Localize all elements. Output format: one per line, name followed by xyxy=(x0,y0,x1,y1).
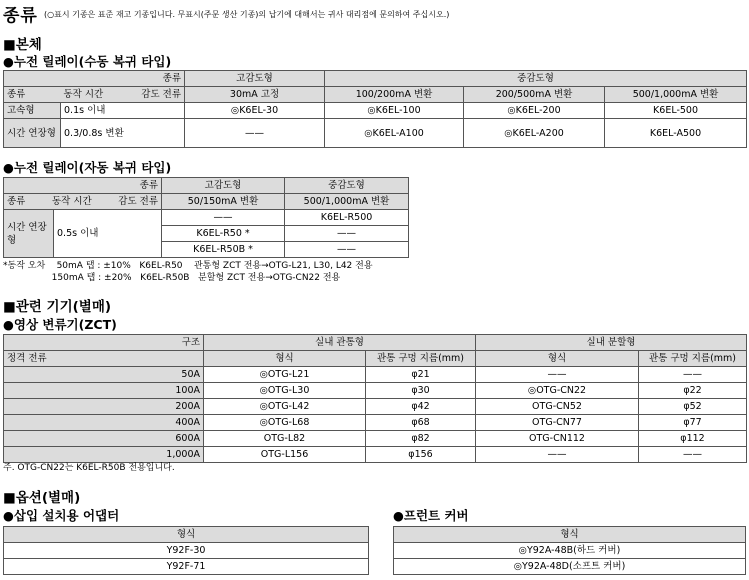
header-model: 형식 xyxy=(476,351,639,367)
table-row xyxy=(4,103,747,119)
table-row xyxy=(4,383,747,399)
header-row-labels xyxy=(4,194,162,210)
cell-model: —— xyxy=(185,119,325,148)
manual-relay-table xyxy=(3,70,747,148)
cell-model: ◎K6EL-30 xyxy=(185,103,325,119)
tolerance-note-1: *동작 오차 50mA 탭 : ±10% K6EL-R50 관통형 ZCT 전용→OTG-L21, L30, L42 전용 xyxy=(3,261,373,271)
header-kind-2: 종류 xyxy=(7,89,26,100)
zct-table xyxy=(3,334,747,463)
cell-rated: 100A xyxy=(4,383,204,399)
table-row xyxy=(4,543,369,559)
cell-rated: 600A xyxy=(4,431,204,447)
table-row xyxy=(4,399,747,415)
cell-diameter: φ22 xyxy=(639,383,747,399)
cell-diameter: φ156 xyxy=(366,447,476,463)
cell-rated: 200A xyxy=(4,399,204,415)
cell-model: OTG-CN77 xyxy=(476,415,639,431)
auto-relay-heading: ●누전 릴레이(자동 복귀 타입) xyxy=(3,160,172,175)
header-100ma: 100/200mA 변환 xyxy=(325,87,464,103)
header-sens-current: 감도 전류 xyxy=(141,89,182,100)
cell-model: —— xyxy=(476,447,639,463)
zct-note: 주. OTG-CN22는 K6EL-R50B 전용입니다. xyxy=(3,463,175,473)
stock-note: (○표시 기종은 표준 재고 기종입니다. 무표시(주문 생산 기종)의 납기에 대해서는 귀사 대리점에 문의하여 주십시오.) xyxy=(44,10,450,19)
cell-diameter: φ77 xyxy=(639,415,747,431)
cell-model: OTG-L82 xyxy=(204,431,366,447)
manual-relay-heading: ●누전 릴레이(수동 복귀 타입) xyxy=(3,54,172,69)
cell-model: K6EL-R500 xyxy=(285,210,409,226)
table-row xyxy=(394,543,746,559)
cell-diameter: φ42 xyxy=(366,399,476,415)
header-model: 형식 xyxy=(204,351,366,367)
table-row xyxy=(4,210,409,226)
header-rated-current: 정격 전류 xyxy=(4,351,204,367)
related-section-heading: ■관련 기기(별매) xyxy=(3,299,112,315)
cell-model: ◎OTG-L30 xyxy=(204,383,366,399)
header-sens-current: 감도 전류 xyxy=(118,196,159,207)
cell-model: ◎K6EL-A100 xyxy=(325,119,464,148)
cell-diameter: φ30 xyxy=(366,383,476,399)
cell-model: OTG-CN52 xyxy=(476,399,639,415)
table-row xyxy=(4,431,747,447)
cell-model: K6EL-R50 * xyxy=(162,226,285,242)
adapter-table xyxy=(3,526,369,575)
cell-model: K6EL-500 xyxy=(605,103,747,119)
header-30ma: 30mA 고정 xyxy=(185,87,325,103)
header-mid-sensitivity: 중감도형 xyxy=(325,71,747,87)
table-row xyxy=(4,559,369,575)
cell-model: ◎OTG-L21 xyxy=(204,367,366,383)
cell-type: 고속형 xyxy=(4,103,61,119)
header-high-sensitivity: 고감도형 xyxy=(185,71,325,87)
cell-model: —— xyxy=(162,210,285,226)
cell-model: ◎K6EL-100 xyxy=(325,103,464,119)
table-row xyxy=(4,415,747,431)
cell-model: ◎OTG-L42 xyxy=(204,399,366,415)
header-kind: 종류 xyxy=(4,178,162,194)
adapter-heading: ●삽입 설치용 어댑터 xyxy=(3,508,120,523)
cell-type: 시간 연장형 xyxy=(4,210,54,258)
cell-model: ◎K6EL-200 xyxy=(464,103,605,119)
cell-model: OTG-CN112 xyxy=(476,431,639,447)
header-op-time: 동작 시간 xyxy=(51,196,92,207)
cell-model: K6EL-R50B * xyxy=(162,242,285,258)
cell-diameter: φ82 xyxy=(366,431,476,447)
header-500ma: 500/1,000mA 변환 xyxy=(605,87,747,103)
cover-heading: ●프런트 커버 xyxy=(393,508,469,523)
cell-rated: 400A xyxy=(4,415,204,431)
header-structure: 구조 xyxy=(4,335,204,351)
header-50ma: 50/150mA 변환 xyxy=(162,194,285,210)
cell-model: —— xyxy=(285,226,409,242)
cell-model: ◎Y92A-48B(하드 커버) xyxy=(394,543,746,559)
header-200ma: 200/500mA 변환 xyxy=(464,87,605,103)
cell-model: K6EL-A500 xyxy=(605,119,747,148)
zct-heading: ●영상 변류기(ZCT) xyxy=(3,317,117,332)
header-split-type: 실내 분할형 xyxy=(476,335,747,351)
header-model: 형식 xyxy=(4,527,369,543)
cover-table xyxy=(393,526,746,575)
header-row-labels xyxy=(4,87,185,103)
cell-model: Y92F-30 xyxy=(4,543,369,559)
cell-model: —— xyxy=(285,242,409,258)
header-hole-diameter: 관통 구멍 지름(mm) xyxy=(639,351,747,367)
cell-diameter: —— xyxy=(639,447,747,463)
header-op-time: 동작 시간 xyxy=(63,89,104,100)
table-row xyxy=(4,119,747,148)
cell-time: 0.1s 이내 xyxy=(61,103,185,119)
option-section-heading: ■옵션(별매) xyxy=(3,490,81,506)
cell-model: ◎K6EL-A200 xyxy=(464,119,605,148)
cell-model: ◎OTG-CN22 xyxy=(476,383,639,399)
tolerance-note-2: 150mA 탭 : ±20% K6EL-R50B 분할형 ZCT 전용→OTG-CN22 전용 xyxy=(3,273,341,283)
header-kind: 종류 xyxy=(4,71,185,87)
cell-time: 0.3/0.8s 변환 xyxy=(61,119,185,148)
header-model: 형식 xyxy=(394,527,746,543)
page-title: 종류 xyxy=(3,6,38,26)
header-kind-2: 종류 xyxy=(7,196,26,207)
cell-diameter: φ68 xyxy=(366,415,476,431)
header-500ma: 500/1,000mA 변환 xyxy=(285,194,409,210)
header-through-type: 실내 관통형 xyxy=(204,335,476,351)
auto-relay-table xyxy=(3,177,409,258)
table-row xyxy=(4,367,747,383)
table-row xyxy=(394,559,746,575)
cell-diameter: φ52 xyxy=(639,399,747,415)
cell-model: ◎Y92A-48D(소프트 커버) xyxy=(394,559,746,575)
header-mid-sensitivity: 중감도형 xyxy=(285,178,409,194)
cell-diameter: φ21 xyxy=(366,367,476,383)
cell-model: OTG-L156 xyxy=(204,447,366,463)
cell-rated: 50A xyxy=(4,367,204,383)
cell-model: Y92F-71 xyxy=(4,559,369,575)
header-high-sensitivity: 고감도형 xyxy=(162,178,285,194)
cell-diameter: φ112 xyxy=(639,431,747,447)
header-hole-diameter: 관통 구멍 지름(mm) xyxy=(366,351,476,367)
main-section-heading: ■본체 xyxy=(3,37,42,53)
cell-diameter: —— xyxy=(639,367,747,383)
cell-model: ◎OTG-L68 xyxy=(204,415,366,431)
cell-time: 0.5s 이내 xyxy=(54,210,162,258)
cell-rated: 1,000A xyxy=(4,447,204,463)
cell-type: 시간 연장형 xyxy=(4,119,61,148)
cell-model: —— xyxy=(476,367,639,383)
table-row xyxy=(4,447,747,463)
